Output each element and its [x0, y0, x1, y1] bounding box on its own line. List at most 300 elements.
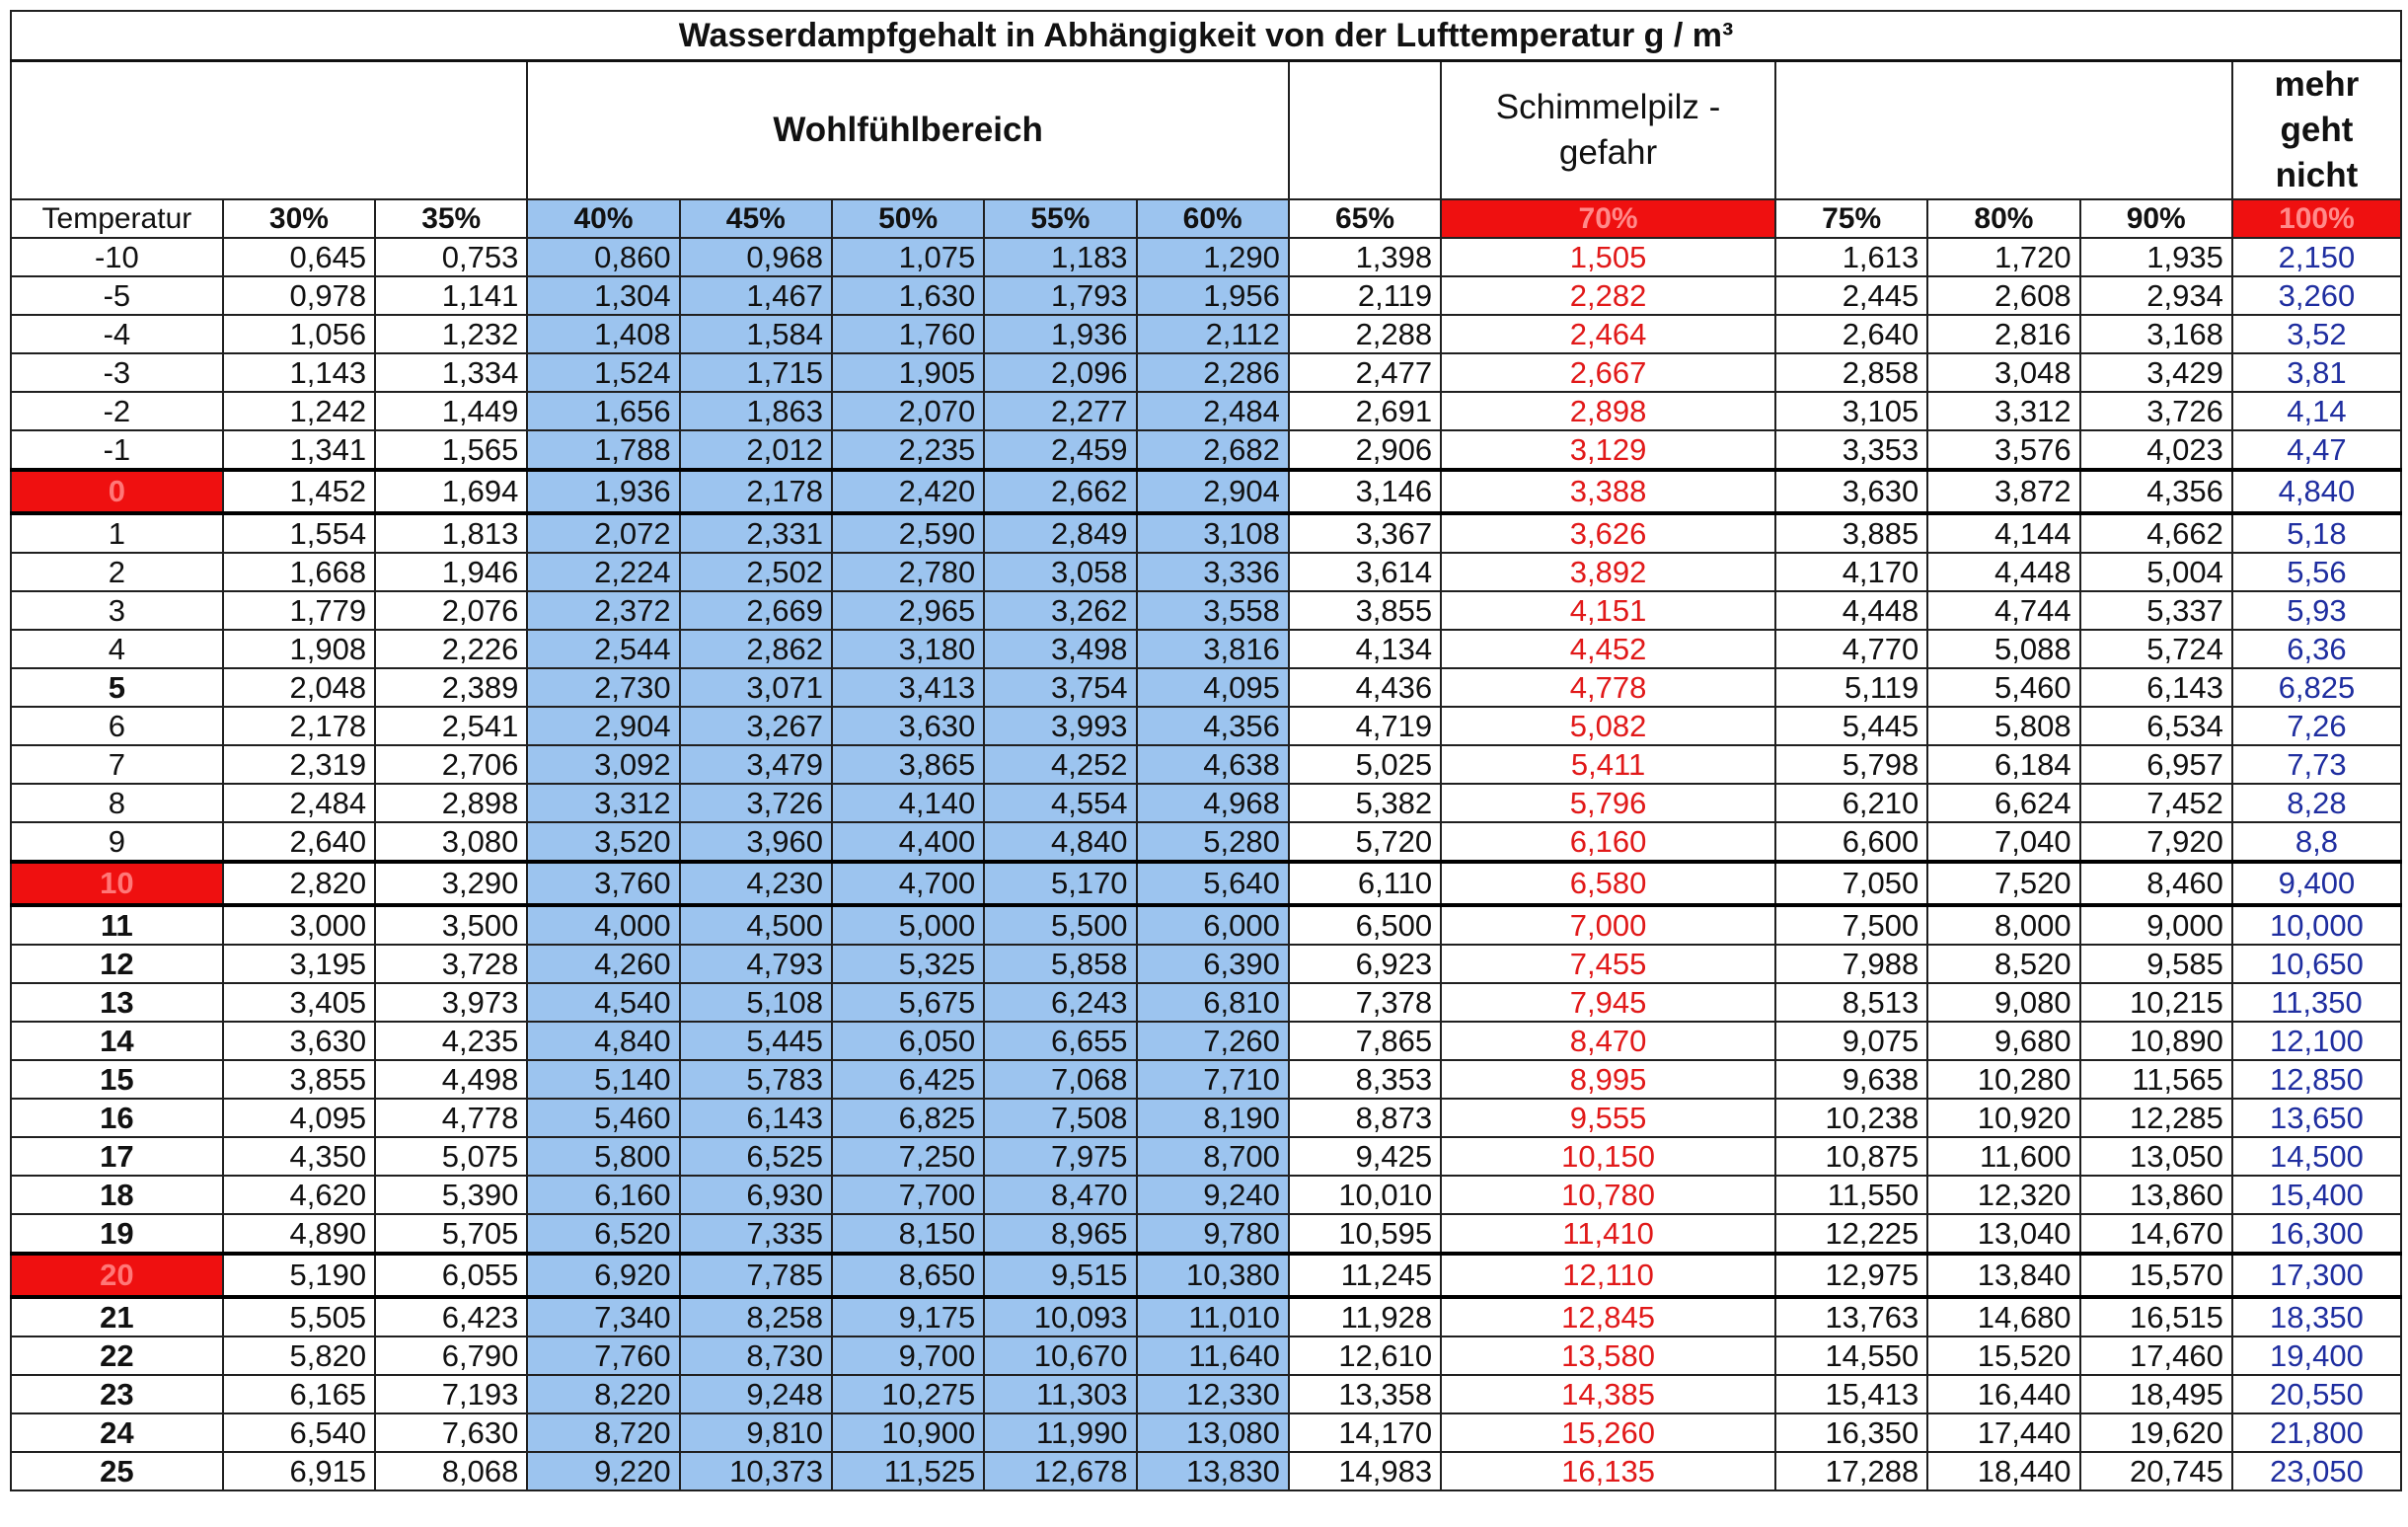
- value-cell: 20,745: [2080, 1452, 2232, 1490]
- value-cell: 3,558: [1137, 591, 1289, 630]
- value-cell: 5,082: [1441, 707, 1775, 745]
- value-cell: 12,285: [2080, 1099, 2232, 1137]
- value-cell: 8,258: [680, 1297, 832, 1336]
- value-cell: 16,440: [1927, 1375, 2079, 1413]
- value-cell: 6,520: [527, 1214, 679, 1254]
- value-cell: 4,170: [1775, 553, 1927, 591]
- value-cell: 2,820: [223, 862, 375, 905]
- value-cell: 4,151: [1441, 591, 1775, 630]
- value-cell: 2,691: [1289, 392, 1441, 430]
- value-cell: 13,763: [1775, 1297, 1927, 1336]
- value-cell: 10,373: [680, 1452, 832, 1490]
- value-cell: 8,460: [2080, 862, 2232, 905]
- value-cell: 3,058: [984, 553, 1136, 591]
- value-cell: 3,479: [680, 745, 832, 784]
- value-cell: 3,960: [680, 822, 832, 862]
- value-cell: 1,760: [832, 315, 984, 353]
- value-cell: 6,143: [680, 1099, 832, 1137]
- value-cell: 6,000: [1137, 905, 1289, 945]
- value-cell: 5,382: [1289, 784, 1441, 822]
- table-row: [11, 1176, 2401, 1214]
- temperature-cell: 23: [11, 1375, 223, 1413]
- temperature-cell: 12: [11, 945, 223, 983]
- header-humidity-80: 80%: [1927, 199, 2079, 238]
- value-cell: 10,238: [1775, 1099, 1927, 1137]
- value-cell: 2,730: [527, 668, 679, 707]
- value-cell: 6,243: [984, 983, 1136, 1022]
- value-cell: 2,277: [984, 392, 1136, 430]
- header-humidity-75: 75%: [1775, 199, 1927, 238]
- table-row: [11, 1137, 2401, 1176]
- table-row: [11, 1336, 2401, 1375]
- value-cell: 2,012: [680, 430, 832, 470]
- table-row: [11, 822, 2401, 862]
- value-cell: 13,650: [2232, 1099, 2401, 1137]
- value-cell: 5,445: [1775, 707, 1927, 745]
- value-cell: 7,068: [984, 1060, 1136, 1099]
- value-cell: 6,810: [1137, 983, 1289, 1022]
- table-row: [11, 1022, 2401, 1060]
- value-cell: 12,850: [2232, 1060, 2401, 1099]
- value-cell: 12,845: [1441, 1297, 1775, 1336]
- value-cell: 10,900: [832, 1413, 984, 1452]
- value-cell: 11,410: [1441, 1214, 1775, 1254]
- value-cell: 6,500: [1289, 905, 1441, 945]
- header-humidity-35: 35%: [375, 199, 527, 238]
- value-cell: 16,300: [2232, 1214, 2401, 1254]
- value-cell: 13,860: [2080, 1176, 2232, 1214]
- table-row: [11, 745, 2401, 784]
- value-cell: 6,825: [2232, 668, 2401, 707]
- value-cell: 2,119: [1289, 276, 1441, 315]
- value-cell: 0,860: [527, 238, 679, 276]
- value-cell: 14,500: [2232, 1137, 2401, 1176]
- value-cell: 12,110: [1441, 1254, 1775, 1297]
- temperature-cell: 16: [11, 1099, 223, 1137]
- value-cell: 11,350: [2232, 983, 2401, 1022]
- value-cell: 5,720: [1289, 822, 1441, 862]
- value-cell: 8,730: [680, 1336, 832, 1375]
- value-cell: 2,076: [375, 591, 527, 630]
- value-cell: 7,340: [527, 1297, 679, 1336]
- value-cell: 8,700: [1137, 1137, 1289, 1176]
- value-cell: 18,350: [2232, 1297, 2401, 1336]
- value-cell: 11,245: [1289, 1254, 1441, 1297]
- table-row: [11, 238, 2401, 276]
- value-cell: 18,440: [1927, 1452, 2079, 1490]
- value-cell: 4,890: [223, 1214, 375, 1254]
- temperature-cell: 19: [11, 1214, 223, 1254]
- value-cell: 1,630: [832, 276, 984, 315]
- value-cell: 1,467: [680, 276, 832, 315]
- table-row: [11, 392, 2401, 430]
- temperature-cell: 1: [11, 513, 223, 553]
- value-cell: 4,14: [2232, 392, 2401, 430]
- value-cell: 1,956: [1137, 276, 1289, 315]
- value-cell: 5,170: [984, 862, 1136, 905]
- value-cell: 3,080: [375, 822, 527, 862]
- value-cell: 4,47: [2232, 430, 2401, 470]
- table-row: [11, 315, 2401, 353]
- value-cell: 4,448: [1775, 591, 1927, 630]
- value-cell: 3,168: [2080, 315, 2232, 353]
- value-cell: 4,350: [223, 1137, 375, 1176]
- value-cell: 6,920: [527, 1254, 679, 1297]
- value-cell: 9,000: [2080, 905, 2232, 945]
- value-cell: 10,670: [984, 1336, 1136, 1375]
- group-empty-left: [11, 61, 527, 200]
- value-cell: 18,495: [2080, 1375, 2232, 1413]
- value-cell: 9,555: [1441, 1099, 1775, 1137]
- value-cell: 23,050: [2232, 1452, 2401, 1490]
- value-cell: 3,367: [1289, 513, 1441, 553]
- value-cell: 2,372: [527, 591, 679, 630]
- value-cell: 4,400: [832, 822, 984, 862]
- value-cell: 6,655: [984, 1022, 1136, 1060]
- value-cell: 1,715: [680, 353, 832, 392]
- value-cell: 5,783: [680, 1060, 832, 1099]
- value-cell: 7,520: [1927, 862, 2079, 905]
- table-row: [11, 470, 2401, 513]
- value-cell: 6,423: [375, 1297, 527, 1336]
- value-cell: 2,934: [2080, 276, 2232, 315]
- value-cell: 2,389: [375, 668, 527, 707]
- header-humidity-65: 65%: [1289, 199, 1441, 238]
- value-cell: 17,440: [1927, 1413, 2079, 1452]
- value-cell: 3,630: [223, 1022, 375, 1060]
- value-cell: 0,753: [375, 238, 527, 276]
- value-cell: 5,325: [832, 945, 984, 983]
- value-cell: 13,080: [1137, 1413, 1289, 1452]
- table-row: [11, 553, 2401, 591]
- value-cell: 5,075: [375, 1137, 527, 1176]
- group-mold-risk: Schimmelpilz - gefahr: [1441, 61, 1775, 200]
- value-cell: 2,898: [1441, 392, 1775, 430]
- value-cell: 3,312: [1927, 392, 2079, 430]
- value-cell: 2,178: [680, 470, 832, 513]
- value-cell: 2,096: [984, 353, 1136, 392]
- table-row: [11, 1452, 2401, 1490]
- value-cell: 3,500: [375, 905, 527, 945]
- value-cell: 1,232: [375, 315, 527, 353]
- value-cell: 7,000: [1441, 905, 1775, 945]
- value-cell: 17,460: [2080, 1336, 2232, 1375]
- value-cell: 3,129: [1441, 430, 1775, 470]
- value-cell: 9,220: [527, 1452, 679, 1490]
- header-humidity-30: 30%: [223, 199, 375, 238]
- value-cell: 12,678: [984, 1452, 1136, 1490]
- value-cell: 5,500: [984, 905, 1136, 945]
- value-cell: 19,400: [2232, 1336, 2401, 1375]
- temperature-cell: 9: [11, 822, 223, 862]
- value-cell: 11,303: [984, 1375, 1136, 1413]
- value-cell: 6,825: [832, 1099, 984, 1137]
- value-cell: 1,452: [223, 470, 375, 513]
- value-cell: 1,398: [1289, 238, 1441, 276]
- value-cell: 6,160: [1441, 822, 1775, 862]
- value-cell: 2,906: [1289, 430, 1441, 470]
- temperature-cell: 21: [11, 1297, 223, 1336]
- value-cell: 7,630: [375, 1413, 527, 1452]
- value-cell: 5,705: [375, 1214, 527, 1254]
- value-cell: 15,570: [2080, 1254, 2232, 1297]
- value-cell: 2,816: [1927, 315, 2079, 353]
- header-humidity-70: 70%: [1441, 199, 1775, 238]
- value-cell: 1,242: [223, 392, 375, 430]
- value-cell: 7,700: [832, 1176, 984, 1214]
- table-row: [11, 1375, 2401, 1413]
- value-cell: 5,724: [2080, 630, 2232, 668]
- value-cell: 5,140: [527, 1060, 679, 1099]
- value-cell: 12,330: [1137, 1375, 1289, 1413]
- value-cell: 2,282: [1441, 276, 1775, 315]
- value-cell: 3,614: [1289, 553, 1441, 591]
- value-cell: 2,150: [2232, 238, 2401, 276]
- value-cell: 2,224: [527, 553, 679, 591]
- value-cell: 4,144: [1927, 513, 2079, 553]
- value-cell: 3,630: [1775, 470, 1927, 513]
- value-cell: 4,436: [1289, 668, 1441, 707]
- value-cell: 4,793: [680, 945, 832, 983]
- value-cell: 1,936: [527, 470, 679, 513]
- value-cell: 10,780: [1441, 1176, 1775, 1214]
- value-cell: 4,638: [1137, 745, 1289, 784]
- value-cell: 6,160: [527, 1176, 679, 1214]
- value-cell: 16,515: [2080, 1297, 2232, 1336]
- value-cell: 5,000: [832, 905, 984, 945]
- value-cell: 1,584: [680, 315, 832, 353]
- value-cell: 7,250: [832, 1137, 984, 1176]
- value-cell: 7,455: [1441, 945, 1775, 983]
- value-cell: 3,520: [527, 822, 679, 862]
- value-cell: 4,095: [223, 1099, 375, 1137]
- value-cell: 5,004: [2080, 553, 2232, 591]
- value-cell: 9,080: [1927, 983, 2079, 1022]
- value-cell: 6,930: [680, 1176, 832, 1214]
- value-cell: 8,068: [375, 1452, 527, 1490]
- header-humidity-40: 40%: [527, 199, 679, 238]
- value-cell: 4,356: [2080, 470, 2232, 513]
- value-cell: 4,230: [680, 862, 832, 905]
- value-cell: 1,449: [375, 392, 527, 430]
- temperature-cell: 20: [11, 1254, 223, 1297]
- table-row: [11, 707, 2401, 745]
- value-cell: 2,331: [680, 513, 832, 553]
- value-cell: 14,983: [1289, 1452, 1441, 1490]
- value-cell: 4,968: [1137, 784, 1289, 822]
- value-cell: 3,108: [1137, 513, 1289, 553]
- table-row: [11, 353, 2401, 392]
- value-cell: 12,100: [2232, 1022, 2401, 1060]
- value-cell: 3,630: [832, 707, 984, 745]
- value-cell: 3,429: [2080, 353, 2232, 392]
- temperature-cell: 2: [11, 553, 223, 591]
- value-cell: 8,220: [527, 1375, 679, 1413]
- value-cell: 3,353: [1775, 430, 1927, 470]
- value-cell: 10,275: [832, 1375, 984, 1413]
- value-cell: 3,413: [832, 668, 984, 707]
- value-cell: 4,540: [527, 983, 679, 1022]
- value-cell: 5,93: [2232, 591, 2401, 630]
- table-row: [11, 276, 2401, 315]
- value-cell: 3,092: [527, 745, 679, 784]
- value-cell: 11,550: [1775, 1176, 1927, 1214]
- value-cell: 2,682: [1137, 430, 1289, 470]
- value-cell: 5,119: [1775, 668, 1927, 707]
- value-cell: 8,720: [527, 1413, 679, 1452]
- value-cell: 11,640: [1137, 1336, 1289, 1375]
- value-cell: 5,808: [1927, 707, 2079, 745]
- value-cell: 7,26: [2232, 707, 2401, 745]
- humidity-table: [10, 10, 2402, 1491]
- value-cell: 2,502: [680, 553, 832, 591]
- value-cell: 1,613: [1775, 238, 1927, 276]
- value-cell: 2,640: [1775, 315, 1927, 353]
- value-cell: 7,975: [984, 1137, 1136, 1176]
- value-cell: 19,620: [2080, 1413, 2232, 1452]
- value-cell: 3,885: [1775, 513, 1927, 553]
- value-cell: 5,56: [2232, 553, 2401, 591]
- group-empty-65: [1289, 61, 1441, 200]
- value-cell: 7,500: [1775, 905, 1927, 945]
- group-header-row: [11, 61, 2401, 200]
- value-cell: 2,858: [1775, 353, 1927, 392]
- value-cell: 0,645: [223, 238, 375, 276]
- value-cell: 4,023: [2080, 430, 2232, 470]
- value-cell: 0,968: [680, 238, 832, 276]
- value-cell: 4,840: [2232, 470, 2401, 513]
- value-cell: 10,150: [1441, 1137, 1775, 1176]
- table-row: [11, 630, 2401, 668]
- temperature-cell: -10: [11, 238, 223, 276]
- value-cell: 4,140: [832, 784, 984, 822]
- value-cell: 2,464: [1441, 315, 1775, 353]
- value-cell: 10,380: [1137, 1254, 1289, 1297]
- header-humidity-100: 100%: [2232, 199, 2401, 238]
- value-cell: 4,260: [527, 945, 679, 983]
- value-cell: 16,350: [1775, 1413, 1927, 1452]
- value-cell: 11,600: [1927, 1137, 2079, 1176]
- value-cell: 9,680: [1927, 1022, 2079, 1060]
- table-row: [11, 862, 2401, 905]
- value-cell: 1,908: [223, 630, 375, 668]
- header-humidity-60: 60%: [1137, 199, 1289, 238]
- value-cell: 14,670: [2080, 1214, 2232, 1254]
- value-cell: 3,872: [1927, 470, 2079, 513]
- temperature-cell: 4: [11, 630, 223, 668]
- value-cell: 1,183: [984, 238, 1136, 276]
- value-cell: 5,390: [375, 1176, 527, 1214]
- value-cell: 3,312: [527, 784, 679, 822]
- value-cell: 2,072: [527, 513, 679, 553]
- value-cell: 3,760: [527, 862, 679, 905]
- value-cell: 1,656: [527, 392, 679, 430]
- value-cell: 4,778: [375, 1099, 527, 1137]
- value-cell: 1,505: [1441, 238, 1775, 276]
- spreadsheet: [10, 10, 2402, 1491]
- table-row: [11, 1060, 2401, 1099]
- value-cell: 2,662: [984, 470, 1136, 513]
- value-cell: 6,210: [1775, 784, 1927, 822]
- table-row: [11, 1099, 2401, 1137]
- value-cell: 14,680: [1927, 1297, 2079, 1336]
- value-cell: 6,36: [2232, 630, 2401, 668]
- value-cell: 10,215: [2080, 983, 2232, 1022]
- table-row: [11, 905, 2401, 945]
- title-row: [11, 11, 2401, 61]
- value-cell: 8,995: [1441, 1060, 1775, 1099]
- temperature-cell: 25: [11, 1452, 223, 1490]
- value-cell: 4,700: [832, 862, 984, 905]
- value-cell: 5,337: [2080, 591, 2232, 630]
- value-cell: 12,610: [1289, 1336, 1441, 1375]
- value-cell: 11,565: [2080, 1060, 2232, 1099]
- temperature-cell: 13: [11, 983, 223, 1022]
- value-cell: 9,810: [680, 1413, 832, 1452]
- value-cell: 2,319: [223, 745, 375, 784]
- table-row: [11, 1254, 2401, 1297]
- value-cell: 1,720: [1927, 238, 2079, 276]
- value-cell: 8,513: [1775, 983, 1927, 1022]
- value-cell: 10,000: [2232, 905, 2401, 945]
- value-cell: 1,141: [375, 276, 527, 315]
- value-cell: 15,260: [1441, 1413, 1775, 1452]
- value-cell: 4,770: [1775, 630, 1927, 668]
- column-header-row: [11, 199, 2401, 238]
- value-cell: 3,576: [1927, 430, 2079, 470]
- value-cell: 6,600: [1775, 822, 1927, 862]
- temperature-cell: 6: [11, 707, 223, 745]
- value-cell: 2,286: [1137, 353, 1289, 392]
- value-cell: 9,240: [1137, 1176, 1289, 1214]
- value-cell: 1,143: [223, 353, 375, 392]
- value-cell: 2,904: [1137, 470, 1289, 513]
- value-cell: 3,262: [984, 591, 1136, 630]
- temperature-cell: 17: [11, 1137, 223, 1176]
- value-cell: 5,108: [680, 983, 832, 1022]
- value-cell: 8,150: [832, 1214, 984, 1254]
- value-cell: 4,000: [527, 905, 679, 945]
- value-cell: 1,304: [527, 276, 679, 315]
- value-cell: 2,667: [1441, 353, 1775, 392]
- value-cell: 3,81: [2232, 353, 2401, 392]
- value-cell: 4,744: [1927, 591, 2079, 630]
- value-cell: 16,135: [1441, 1452, 1775, 1490]
- value-cell: 5,025: [1289, 745, 1441, 784]
- value-cell: 7,988: [1775, 945, 1927, 983]
- table-row: [11, 1214, 2401, 1254]
- value-cell: 4,134: [1289, 630, 1441, 668]
- value-cell: 1,793: [984, 276, 1136, 315]
- value-cell: 4,448: [1927, 553, 2079, 591]
- value-cell: 8,650: [832, 1254, 984, 1297]
- value-cell: 10,280: [1927, 1060, 2079, 1099]
- value-cell: 6,055: [375, 1254, 527, 1297]
- value-cell: 8,353: [1289, 1060, 1441, 1099]
- value-cell: 5,505: [223, 1297, 375, 1336]
- value-cell: 7,508: [984, 1099, 1136, 1137]
- table-row: [11, 1297, 2401, 1336]
- temperature-cell: 8: [11, 784, 223, 822]
- value-cell: 4,620: [223, 1176, 375, 1214]
- value-cell: 2,898: [375, 784, 527, 822]
- value-cell: 5,411: [1441, 745, 1775, 784]
- value-cell: 1,935: [2080, 238, 2232, 276]
- value-cell: 1,936: [984, 315, 1136, 353]
- value-cell: 3,071: [680, 668, 832, 707]
- header-humidity-90: 90%: [2080, 199, 2232, 238]
- value-cell: 11,525: [832, 1452, 984, 1490]
